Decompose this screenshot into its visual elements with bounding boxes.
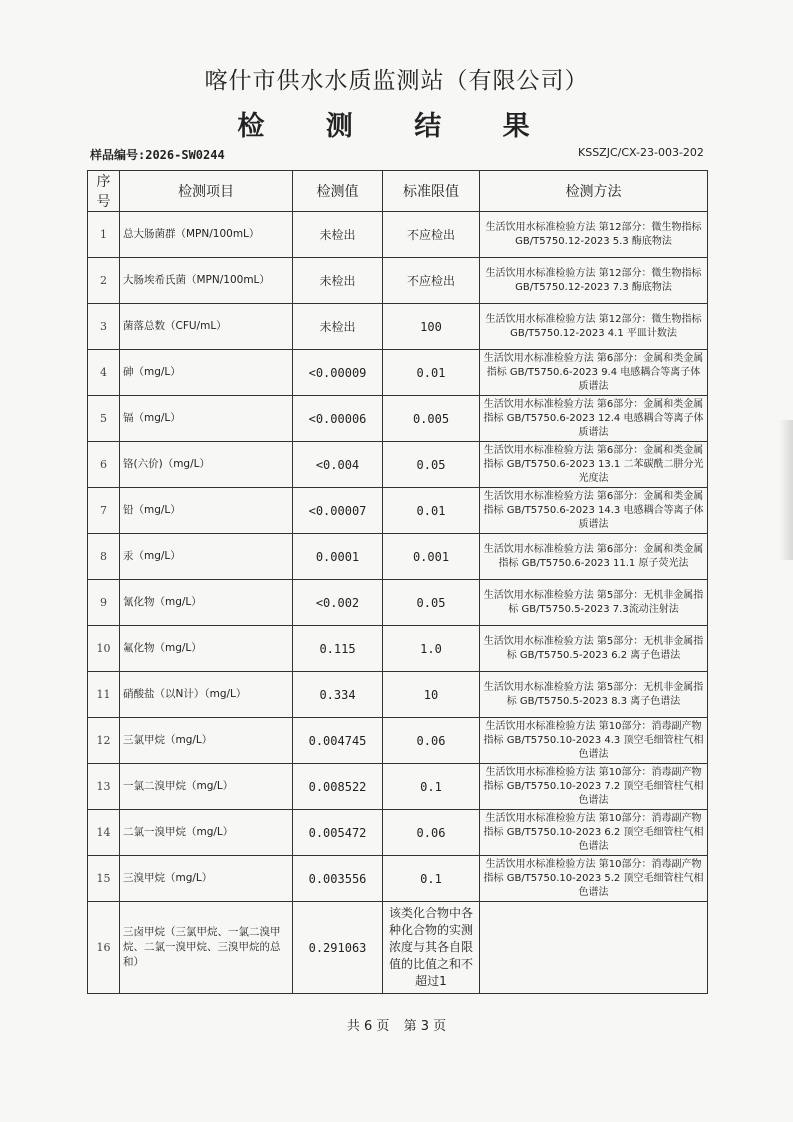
standard-limit: 0.001 <box>383 534 480 580</box>
company-name: 喀什市供水水质监测站（有限公司） <box>204 68 589 94</box>
table-row <box>88 488 708 534</box>
test-item: 氟化物（mg/L） <box>120 626 293 672</box>
test-value: 0.003556 <box>293 856 383 902</box>
standard-limit: 0.05 <box>383 442 480 488</box>
standard-limit: 10 <box>383 672 480 718</box>
row-number: 3 <box>88 304 120 350</box>
standard-limit: 0.1 <box>383 764 480 810</box>
standard-limit: 0.1 <box>383 856 480 902</box>
table-row <box>88 534 708 580</box>
test-method: 生活饮用水标准检验方法 第5部分：无机非金属指标 GB/T5750.5-2023 8.3 离子色谱法 <box>480 672 708 718</box>
results-table <box>87 170 708 994</box>
test-method <box>480 902 708 994</box>
test-value: 0.008522 <box>293 764 383 810</box>
table-row <box>88 764 708 810</box>
table-row <box>88 810 708 856</box>
header-no: 序号 <box>88 171 120 212</box>
test-method: 生活饮用水标准检验方法 第6部分：金属和类金属指标 GB/T5750.6-2023 9.4 电感耦合等离子体质谱法 <box>480 350 708 396</box>
standard-limit: 不应检出 <box>383 258 480 304</box>
test-item: 三氯甲烷（mg/L） <box>120 718 293 764</box>
test-item: 汞（mg/L） <box>120 534 293 580</box>
test-value: 未检出 <box>293 258 383 304</box>
table-row <box>88 442 708 488</box>
row-number: 13 <box>88 764 120 810</box>
table-row <box>88 580 708 626</box>
test-value: <0.004 <box>293 442 383 488</box>
table-row <box>88 856 708 902</box>
standard-limit: 不应检出 <box>383 212 480 258</box>
standard-limit: 0.05 <box>383 580 480 626</box>
table-row <box>88 350 708 396</box>
row-number: 10 <box>88 626 120 672</box>
test-item: 三卤甲烷（三氯甲烷、一氯二溴甲烷、二氯一溴甲烷、三溴甲烷的总和） <box>120 902 293 994</box>
table-row <box>88 626 708 672</box>
standard-limit: 0.01 <box>383 350 480 396</box>
table-header-row <box>88 171 708 212</box>
test-method: 生活饮用水标准检验方法 第6部分：金属和类金属指标 GB/T5750.6-2023 11.1 原子荧光法 <box>480 534 708 580</box>
header-value: 检测值 <box>293 171 383 212</box>
test-item: 大肠埃希氏菌（MPN/100mL） <box>120 258 293 304</box>
test-method: 生活饮用水标准检验方法 第10部分：消毒副产物指标 GB/T5750.10-2023 4.3 顶空毛细管柱气相色谱法 <box>480 718 708 764</box>
test-value: 未检出 <box>293 304 383 350</box>
header-limit: 标准限值 <box>383 171 480 212</box>
test-value: <0.00007 <box>293 488 383 534</box>
row-number: 8 <box>88 534 120 580</box>
sample-number: 样品编号:2026-SW0244 <box>90 148 225 162</box>
standard-limit: 100 <box>383 304 480 350</box>
table-row <box>88 212 708 258</box>
test-method: 生活饮用水标准检验方法 第12部分：微生物指标 GB/T5750.12-2023 5.3 酶底物法 <box>480 212 708 258</box>
standard-limit: 0.06 <box>383 718 480 764</box>
total-pages: 共 6 页 <box>346 1019 390 1034</box>
current-page: 第 3 页 <box>403 1019 447 1034</box>
row-number: 4 <box>88 350 120 396</box>
header-method: 检测方法 <box>480 171 708 212</box>
test-value: 0.334 <box>293 672 383 718</box>
standard-limit: 0.01 <box>383 488 480 534</box>
test-item: 总大肠菌群（MPN/100mL） <box>120 212 293 258</box>
row-number: 2 <box>88 258 120 304</box>
test-value: 未检出 <box>293 212 383 258</box>
test-method: 生活饮用水标准检验方法 第6部分：金属和类金属指标 GB/T5750.6-2023 13.1 二苯碳酰二肼分光光度法 <box>480 442 708 488</box>
test-value: <0.002 <box>293 580 383 626</box>
test-value: <0.00009 <box>293 350 383 396</box>
test-value: <0.00006 <box>293 396 383 442</box>
scan-edge-shadow <box>779 420 793 560</box>
test-item: 硝酸盐（以N计）（mg/L） <box>120 672 293 718</box>
test-item: 铅（mg/L） <box>120 488 293 534</box>
table-row <box>88 258 708 304</box>
test-value: 0.291063 <box>293 902 383 994</box>
row-number: 5 <box>88 396 120 442</box>
test-item: 二氯一溴甲烷（mg/L） <box>120 810 293 856</box>
test-method: 生活饮用水标准检验方法 第10部分：消毒副产物指标 GB/T5750.10-2023 7.2 顶空毛细管柱气相色谱法 <box>480 764 708 810</box>
test-method: 生活饮用水标准检验方法 第10部分：消毒副产物指标 GB/T5750.10-2023 6.2 顶空毛细管柱气相色谱法 <box>480 810 708 856</box>
row-number: 12 <box>88 718 120 764</box>
test-method: 生活饮用水标准检验方法 第10部分：消毒副产物指标 GB/T5750.10-2023 5.2 顶空毛细管柱气相色谱法 <box>480 856 708 902</box>
test-item: 一氯二溴甲烷（mg/L） <box>120 764 293 810</box>
standard-limit: 0.005 <box>383 396 480 442</box>
row-number: 1 <box>88 212 120 258</box>
table-row <box>88 304 708 350</box>
test-item: 砷（mg/L） <box>120 350 293 396</box>
test-value: 0.0001 <box>293 534 383 580</box>
row-number: 16 <box>88 902 120 994</box>
row-number: 15 <box>88 856 120 902</box>
form-code: KSSZJC/CX-23-003-202 <box>578 146 704 159</box>
row-number: 11 <box>88 672 120 718</box>
table-row <box>88 718 708 764</box>
test-value: 0.115 <box>293 626 383 672</box>
row-number: 7 <box>88 488 120 534</box>
test-item: 氰化物（mg/L） <box>120 580 293 626</box>
test-value: 0.005472 <box>293 810 383 856</box>
page-footer <box>0 1015 793 1034</box>
standard-limit: 0.06 <box>383 810 480 856</box>
table-row <box>88 672 708 718</box>
test-method: 生活饮用水标准检验方法 第12部分：微生物指标GB/T5750.12-2023 4.1 平皿计数法 <box>480 304 708 350</box>
table-row <box>88 396 708 442</box>
document-title: 检 测 结 果 <box>237 111 556 142</box>
header-item: 检测项目 <box>120 171 293 212</box>
test-item: 三溴甲烷（mg/L） <box>120 856 293 902</box>
test-value: 0.004745 <box>293 718 383 764</box>
standard-limit: 1.0 <box>383 626 480 672</box>
row-number: 9 <box>88 580 120 626</box>
test-method: 生活饮用水标准检验方法 第6部分：金属和类金属指标 GB/T5750.6-2023 12.4 电感耦合等离子体质谱法 <box>480 396 708 442</box>
test-method: 生活饮用水标准检验方法 第5部分：无机非金属指标 GB/T5750.5-2023 6.2 离子色谱法 <box>480 626 708 672</box>
test-item: 铬(六价)（mg/L） <box>120 442 293 488</box>
row-number: 6 <box>88 442 120 488</box>
test-method: 生活饮用水标准检验方法 第6部分：金属和类金属指标 GB/T5750.6-2023 14.3 电感耦合等离子体质谱法 <box>480 488 708 534</box>
test-item: 镉（mg/L） <box>120 396 293 442</box>
test-method: 生活饮用水标准检验方法 第5部分：无机非金属指标 GB/T5750.5-2023 7.3流动注射法 <box>480 580 708 626</box>
test-item: 菌落总数（CFU/mL） <box>120 304 293 350</box>
test-method: 生活饮用水标准检验方法 第12部分：微生物指标 GB/T5750.12-2023 7.3 酶底物法 <box>480 258 708 304</box>
standard-limit: 该类化合物中各种化合物的实测浓度与其各自限值的比值之和不超过1 <box>383 902 480 994</box>
row-number: 14 <box>88 810 120 856</box>
table-row <box>88 902 708 994</box>
